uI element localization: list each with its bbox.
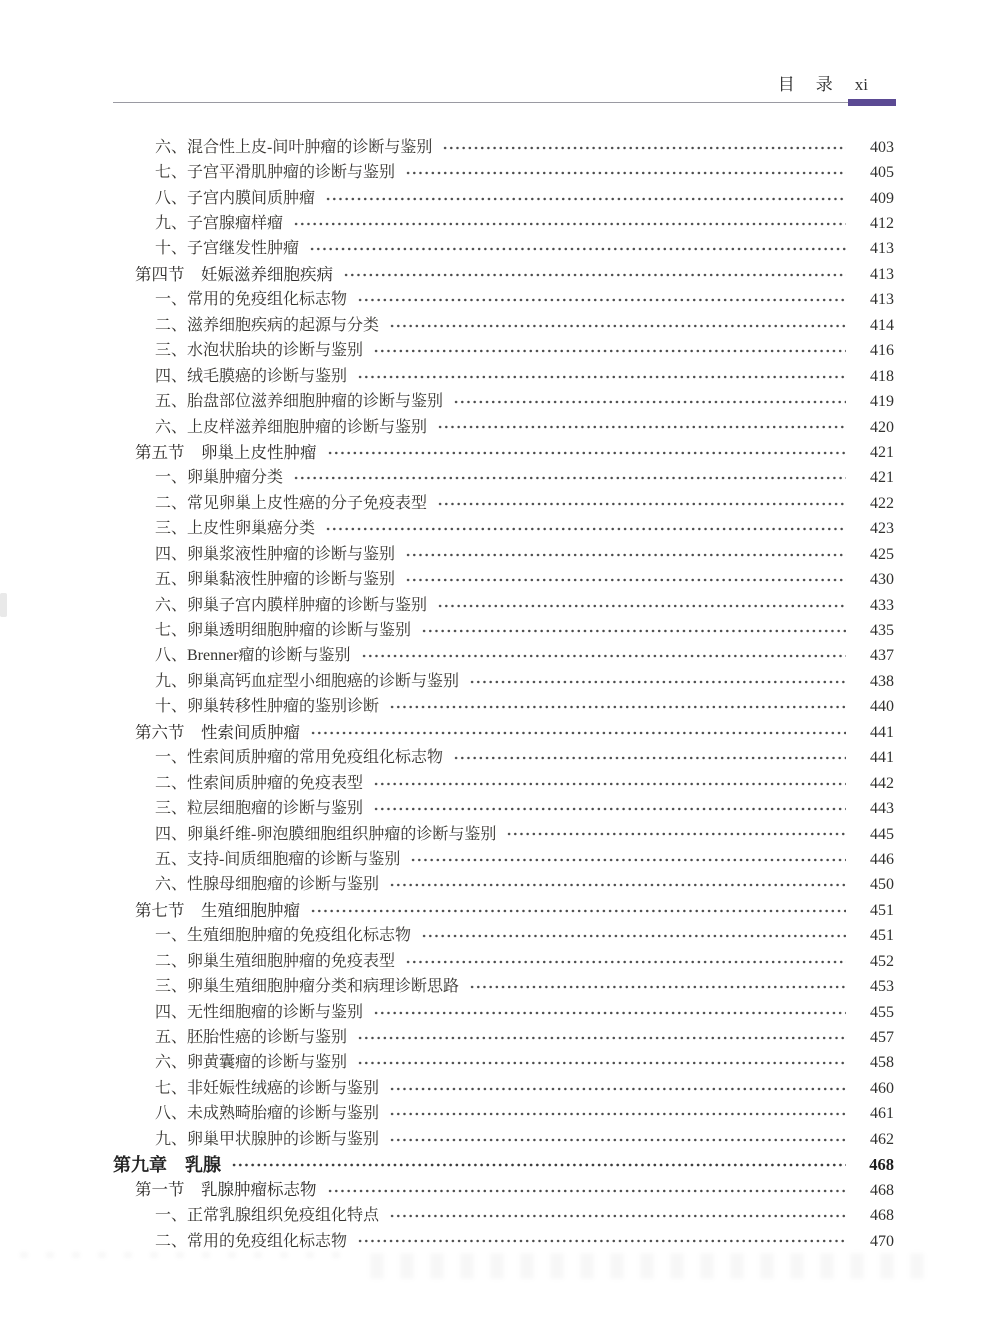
dot-leader: [442, 135, 846, 160]
toc-entry-label: 一、正常乳腺组织免疫组化特点: [155, 1207, 380, 1225]
toc-entry-label: 第六节 性索间质肿瘤: [135, 722, 300, 742]
toc-entry-page: 451: [870, 927, 894, 945]
toc-entry: [113, 237, 894, 262]
dot-leader: [389, 1102, 846, 1127]
toc-entry: [113, 211, 894, 236]
toc-entry: [113, 1229, 894, 1254]
toc-entry-page: 435: [870, 622, 894, 640]
dot-leader: [310, 898, 846, 923]
toc-entry-label: 六、混合性上皮-间叶肿瘤的诊断与鉴别: [155, 138, 433, 156]
toc-entry-page: 442: [870, 774, 894, 792]
toc-entry-page: 422: [870, 494, 894, 512]
dot-leader: [453, 389, 846, 414]
toc-entry-page: 443: [870, 800, 894, 818]
toc-entry: [113, 822, 894, 847]
toc-entry-label: 七、卵巢透明细胞肿瘤的诊断与鉴别: [155, 622, 412, 640]
dot-leader: [389, 1127, 846, 1152]
toc-entry-label: 十、卵巢转移性肿瘤的鉴别诊断: [155, 698, 380, 716]
dot-leader: [361, 644, 846, 669]
toc-entry-page: 414: [870, 316, 894, 334]
dot-leader: [327, 440, 847, 465]
dot-leader: [343, 262, 846, 287]
dot-leader: [410, 847, 846, 872]
toc-entry-label: 七、子宫平滑肌肿瘤的诊断与鉴别: [155, 164, 396, 182]
toc-entry-label: 一、性索间质肿瘤的常用免疫组化标志物: [155, 749, 444, 767]
page-content: [113, 0, 894, 1254]
dot-leader: [231, 1153, 846, 1178]
header-title: 目 录: [777, 75, 835, 94]
toc-entry: [113, 313, 894, 338]
toc-entry: [113, 949, 894, 974]
toc-entry: [113, 695, 894, 720]
toc-entry: [113, 1076, 894, 1101]
toc-entry-page: 409: [870, 189, 894, 207]
toc-entry-page: 446: [870, 850, 894, 868]
toc-entry-label: 三、卵巢生殖细胞肿瘤分类和病理诊断思路: [155, 978, 460, 996]
toc-entry-label: 二、常见卵巢上皮性癌的分子免疫表型: [155, 494, 428, 512]
toc-entry-page: 468: [869, 1155, 894, 1175]
toc-entry: [113, 1000, 894, 1025]
toc-entry: [113, 1025, 894, 1050]
toc-entry-page: 418: [870, 367, 894, 385]
toc-entry-label: 一、卵巢肿瘤分类: [155, 469, 284, 487]
toc-entry: [113, 567, 894, 592]
dot-leader: [373, 771, 846, 796]
dot-leader: [310, 720, 846, 745]
toc-entry-label: 二、性索间质肿瘤的免疫表型: [155, 774, 364, 792]
toc-entry-page: 433: [870, 596, 894, 614]
dot-leader: [405, 542, 846, 567]
toc-entry-label: 七、非妊娠性绒癌的诊断与鉴别: [155, 1079, 380, 1097]
toc-entry-label: 第九章 乳腺: [113, 1155, 221, 1176]
toc-entry: [113, 1102, 894, 1127]
toc-entry: [113, 262, 894, 287]
toc-entry: [113, 186, 894, 211]
dot-leader: [373, 339, 846, 364]
toc-entry: [113, 466, 894, 491]
toc-entry-label: 四、卵巢纤维-卵泡膜细胞组织肿瘤的诊断与鉴别: [155, 825, 497, 843]
dot-leader: [325, 517, 846, 542]
dot-leader: [469, 669, 846, 694]
toc-entry-label: 五、胚胎性癌的诊断与鉴别: [155, 1029, 348, 1047]
toc-entry-label: 三、水泡状胎块的诊断与鉴别: [155, 342, 364, 360]
toc-entry-page: 450: [870, 876, 894, 894]
toc-entry: [113, 288, 894, 313]
toc-entry: [113, 720, 894, 745]
toc-entry: [113, 389, 894, 414]
toc-entry-label: 五、卵巢黏液性肿瘤的诊断与鉴别: [155, 571, 396, 589]
page-header: [113, 76, 894, 93]
toc-entry: [113, 847, 894, 872]
toc-entry-page: 403: [870, 138, 894, 156]
toc-entry-page: 457: [870, 1029, 894, 1047]
toc-entry-page: 420: [870, 418, 894, 436]
dot-leader: [357, 1051, 846, 1076]
toc-entry-page: 468: [870, 1207, 894, 1225]
toc-entry-page: 423: [870, 520, 894, 538]
toc-entry: [113, 644, 894, 669]
toc-entry-label: 九、子宫腺瘤样瘤: [155, 215, 284, 233]
toc-entry-label: 一、常用的免疫组化标志物: [155, 291, 348, 309]
dot-leader: [373, 1000, 846, 1025]
dot-leader: [405, 567, 846, 592]
toc-entry-page: 462: [870, 1130, 894, 1148]
toc-entry-page: 441: [870, 749, 894, 767]
toc-entry: [113, 771, 894, 796]
toc-entry-label: 二、滋养细胞疾病的起源与分类: [155, 316, 380, 334]
toc-entry-page: 455: [870, 1003, 894, 1021]
toc-entry-page: 405: [870, 164, 894, 182]
toc-entry: [113, 542, 894, 567]
toc-entry-page: 445: [870, 825, 894, 843]
toc-entry-page: 441: [870, 723, 894, 741]
toc-entry-label: 六、性腺母细胞瘤的诊断与鉴别: [155, 876, 380, 894]
dot-leader: [357, 364, 846, 389]
dot-leader: [405, 949, 846, 974]
toc-entry: [113, 1051, 894, 1076]
toc-entry: [113, 160, 894, 185]
dot-leader: [389, 695, 846, 720]
toc-entry-page: 413: [870, 265, 894, 283]
toc-entry-label: 九、卵巢甲状腺肿的诊断与鉴别: [155, 1130, 380, 1148]
toc-entry-page: 425: [870, 545, 894, 563]
toc-entry-label: 六、卵巢子宫内膜样肿瘤的诊断与鉴别: [155, 596, 428, 614]
toc-entry: [113, 669, 894, 694]
toc-entry-label: 二、卵巢生殖细胞肿瘤的免疫表型: [155, 952, 396, 970]
toc-entry-page: 437: [870, 647, 894, 665]
toc-entry: [113, 924, 894, 949]
dot-leader: [293, 211, 846, 236]
toc-entry: [113, 593, 894, 618]
dot-leader: [437, 491, 846, 516]
toc-entry: [113, 746, 894, 771]
dot-leader: [453, 746, 846, 771]
toc-entry: [113, 517, 894, 542]
dot-leader: [389, 1203, 846, 1228]
toc-entry-label: 三、粒层细胞瘤的诊断与鉴别: [155, 800, 364, 818]
toc-entry: [113, 1203, 894, 1228]
toc-entry-label: 六、卵黄囊瘤的诊断与鉴别: [155, 1054, 348, 1072]
toc-entry: [113, 1178, 894, 1203]
toc-entry-page: 468: [870, 1181, 894, 1199]
toc-entry-page: 419: [870, 393, 894, 411]
header-rule: [113, 99, 894, 107]
toc-entry: [113, 440, 894, 465]
toc-entry-page: 412: [870, 215, 894, 233]
toc-entry: [113, 135, 894, 160]
toc-entry-page: 413: [870, 291, 894, 309]
toc-entry-label: 十、子宫继发性肿瘤: [155, 240, 300, 258]
dot-leader: [357, 288, 846, 313]
toc-entry-label: 六、上皮样滋养细胞肿瘤的诊断与鉴别: [155, 418, 428, 436]
toc-entry-label: 八、Brenner瘤的诊断与鉴别: [155, 647, 351, 665]
toc-entry-page: 430: [870, 571, 894, 589]
dot-leader: [325, 186, 846, 211]
toc-entry-label: 五、胎盘部位滋养细胞肿瘤的诊断与鉴别: [155, 393, 444, 411]
toc-entry: [113, 898, 894, 923]
toc-entry-label: 二、常用的免疫组化标志物: [155, 1232, 348, 1250]
dot-leader: [405, 160, 846, 185]
scan-artifact: [0, 593, 7, 617]
toc-entry-page: 461: [870, 1105, 894, 1123]
toc-entry: [113, 364, 894, 389]
toc-entry: [113, 974, 894, 999]
dot-leader: [506, 822, 846, 847]
dot-leader: [373, 796, 846, 821]
toc-entry-page: 460: [870, 1079, 894, 1097]
toc-entry-label: 五、支持-间质细胞瘤的诊断与鉴别: [155, 850, 401, 868]
toc-entry-page: 421: [870, 469, 894, 487]
toc-entry-label: 第七节 生殖细胞肿瘤: [135, 900, 300, 920]
header-rule-line: [113, 102, 850, 103]
toc-entry: [113, 796, 894, 821]
dot-leader: [389, 1076, 846, 1101]
toc-entry-page: 413: [870, 240, 894, 258]
dot-leader: [357, 1229, 846, 1254]
dot-leader: [421, 924, 846, 949]
toc-entry-page: 470: [870, 1232, 894, 1250]
header-page-number: xi: [854, 75, 868, 94]
toc-entry: [113, 339, 894, 364]
toc-entry: [113, 491, 894, 516]
toc-entry-page: 458: [870, 1054, 894, 1072]
toc-entry: [113, 618, 894, 643]
toc-entry-label: 八、未成熟畸胎瘤的诊断与鉴别: [155, 1105, 380, 1123]
dot-leader: [293, 466, 846, 491]
toc-entry-page: 416: [870, 342, 894, 360]
dot-leader: [437, 593, 846, 618]
dot-leader: [309, 237, 846, 262]
dot-leader: [389, 313, 846, 338]
toc-entry-page: 421: [870, 443, 894, 461]
scan-artifact: [370, 1253, 930, 1279]
dot-leader: [469, 974, 846, 999]
toc-entry-label: 第一节 乳腺肿瘤标志物: [135, 1180, 317, 1200]
toc-entry-label: 四、无性细胞瘤的诊断与鉴别: [155, 1003, 364, 1021]
toc-entry-label: 四、绒毛膜癌的诊断与鉴别: [155, 367, 348, 385]
dot-leader: [389, 873, 846, 898]
toc-entry: [113, 873, 894, 898]
toc-entry: [113, 415, 894, 440]
toc-entry-label: 第五节 卵巢上皮性肿瘤: [135, 442, 317, 462]
header-rule-accent-bar: [848, 99, 896, 106]
toc-entry-page: 452: [870, 952, 894, 970]
toc-entry: [113, 1127, 894, 1152]
toc-entry: [113, 1153, 894, 1178]
dot-leader: [327, 1178, 847, 1203]
dot-leader: [437, 415, 846, 440]
toc-entry-page: 451: [870, 901, 894, 919]
toc-entry-label: 三、上皮性卵巢癌分类: [155, 520, 316, 538]
toc-entry-label: 九、卵巢高钙血症型小细胞癌的诊断与鉴别: [155, 672, 460, 690]
toc-list: [113, 135, 894, 1254]
toc-entry-page: 438: [870, 672, 894, 690]
toc-entry-page: 440: [870, 698, 894, 716]
dot-leader: [421, 618, 846, 643]
toc-entry-label: 四、卵巢浆液性肿瘤的诊断与鉴别: [155, 545, 396, 563]
dot-leader: [357, 1025, 846, 1050]
toc-entry-label: 八、子宫内膜间质肿瘤: [155, 189, 316, 207]
toc-entry-label: 第四节 妊娠滋养细胞疾病: [135, 264, 333, 284]
toc-entry-label: 一、生殖细胞肿瘤的免疫组化标志物: [155, 927, 412, 945]
toc-entry-page: 453: [870, 978, 894, 996]
